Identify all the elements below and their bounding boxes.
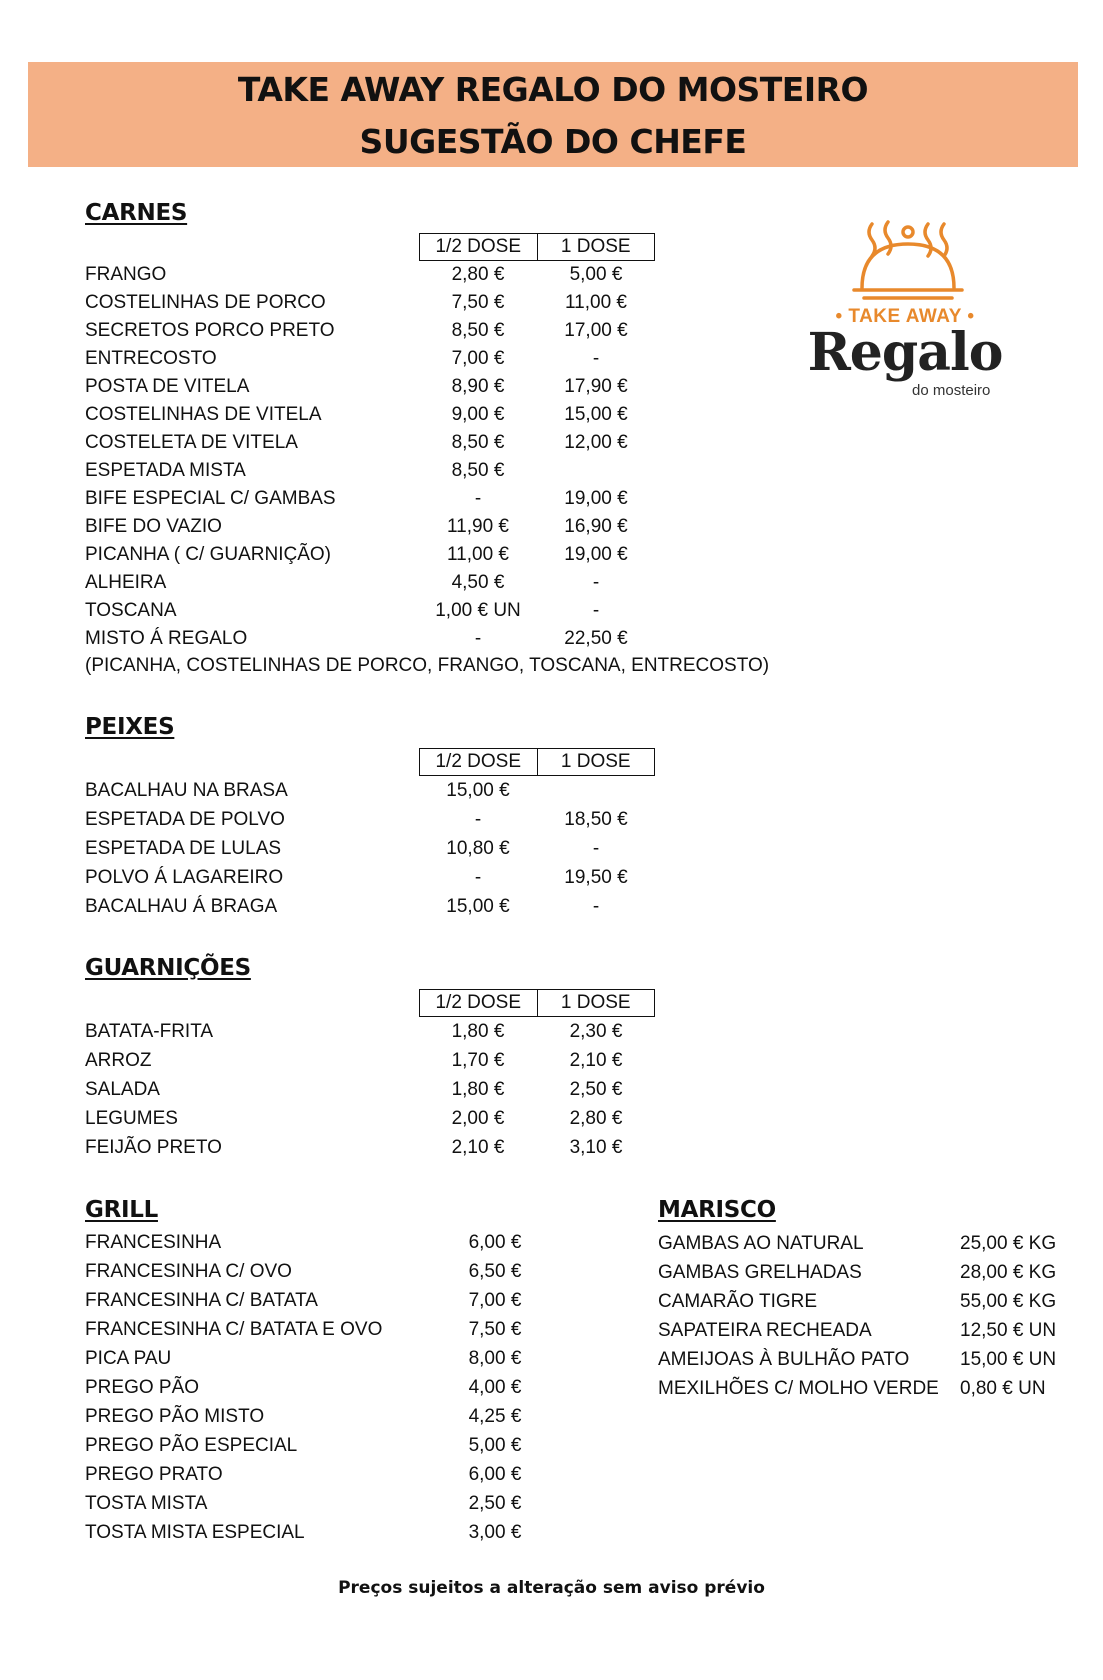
item-name: BACALHAU Á BRAGA <box>85 896 278 917</box>
full-dose-price: 2,50 € <box>569 1079 623 1100</box>
full-dose-price: - <box>592 838 600 859</box>
item-name: PICA PAU <box>85 1348 172 1369</box>
item-name: FEIJÃO PRETO <box>85 1137 222 1158</box>
half-dose-price: - <box>474 867 482 888</box>
full-dose-price: 3,10 € <box>569 1137 623 1158</box>
full-dose-price: 5,00 € <box>569 264 623 285</box>
full-dose-price: 15,00 € <box>564 404 628 425</box>
logo-tagline: • TAKE AWAY • <box>835 306 975 327</box>
full-dose-price: 19,00 € <box>564 544 628 565</box>
half-dose-price: - <box>474 809 482 830</box>
full-dose-price: 19,00 € <box>564 488 628 509</box>
full-dose-price: 2,10 € <box>569 1050 623 1071</box>
item-name: BIFE ESPECIAL C/ GAMBAS <box>85 488 336 509</box>
half-dose-price: 8,90 € <box>451 376 505 397</box>
item-name: ENTRECOSTO <box>85 348 217 369</box>
item-price: 15,00 € UN <box>960 1349 1057 1370</box>
half-dose-price: 15,00 € <box>446 896 510 917</box>
item-name: SALADA <box>85 1079 160 1100</box>
dose-header <box>419 748 655 776</box>
item-name: ALHEIRA <box>85 572 167 593</box>
item-price: 7,50 € <box>468 1319 522 1340</box>
item-name: PREGO PRATO <box>85 1464 223 1485</box>
item-name: ESPETADA DE POLVO <box>85 809 285 830</box>
half-dose-price: 2,80 € <box>451 264 505 285</box>
item-price: 6,00 € <box>468 1464 522 1485</box>
logo <box>800 218 1010 408</box>
half-dose-price: 9,00 € <box>451 404 505 425</box>
half-dose-price: 7,50 € <box>451 292 505 313</box>
half-dose-price: 2,00 € <box>451 1108 505 1129</box>
half-dose-price: 15,00 € <box>446 780 510 801</box>
item-name: CAMARÃO TIGRE <box>658 1291 818 1312</box>
full-dose-price: - <box>592 600 600 621</box>
half-dose-price: 2,10 € <box>451 1137 505 1158</box>
section-title-marisco: MARISCO <box>658 1197 776 1223</box>
item-price: 5,00 € <box>468 1435 522 1456</box>
full-dose-price: 19,50 € <box>564 867 628 888</box>
half-dose-price: 1,80 € <box>451 1021 505 1042</box>
section-title-carnes: CARNES <box>85 200 188 226</box>
item-name: BACALHAU NA BRASA <box>85 780 288 801</box>
item-name: GAMBAS GRELHADAS <box>658 1262 862 1283</box>
item-name: BIFE DO VAZIO <box>85 516 222 537</box>
item-price: 4,25 € <box>468 1406 522 1427</box>
half-dose-price: 7,00 € <box>451 348 505 369</box>
full-dose-price: 17,00 € <box>564 320 628 341</box>
item-name: ARROZ <box>85 1050 152 1071</box>
item-name: TOSCANA <box>85 600 177 621</box>
full-dose-price: - <box>592 572 600 593</box>
item-name: POLVO Á LAGAREIRO <box>85 867 284 888</box>
section-title-guarnicoes: GUARNIÇÕES <box>85 955 251 981</box>
half-dose-price: 4,50 € <box>451 572 505 593</box>
cloche-icon <box>800 218 1010 308</box>
half-dose-header: 1/2 DOSE <box>420 990 538 1016</box>
half-dose-price: 10,80 € <box>446 838 510 859</box>
half-dose-price: - <box>474 628 482 649</box>
full-dose-price: 18,50 € <box>564 809 628 830</box>
item-price: 6,50 € <box>468 1261 522 1282</box>
half-dose-price: - <box>474 488 482 509</box>
dose-header <box>419 233 655 261</box>
half-dose-price: 8,50 € <box>451 320 505 341</box>
item-name: BATATA-FRITA <box>85 1021 214 1042</box>
item-name: PICANHA ( C/ GUARNIÇÃO) <box>85 544 331 565</box>
full-dose-price: 16,90 € <box>564 516 628 537</box>
full-dose-header: 1 DOSE <box>560 992 631 1013</box>
item-price: 25,00 € KG <box>960 1233 1057 1254</box>
half-dose-header: 1/2 DOSE <box>420 749 538 775</box>
item-price: 2,50 € <box>468 1493 522 1514</box>
item-name: FRANCESINHA <box>85 1232 222 1253</box>
item-price: 55,00 € KG <box>960 1291 1057 1312</box>
full-dose-price: 12,00 € <box>564 432 628 453</box>
half-dose-price: 1,00 € UN <box>435 600 521 621</box>
item-name: GAMBAS AO NATURAL <box>658 1233 864 1254</box>
item-name: PREGO PÃO MISTO <box>85 1406 265 1427</box>
full-dose-price: 17,90 € <box>564 376 628 397</box>
full-dose-price: 2,30 € <box>569 1021 623 1042</box>
full-dose-price: - <box>592 896 600 917</box>
item-price: 8,00 € <box>468 1348 522 1369</box>
half-dose-price: 8,50 € <box>451 432 505 453</box>
item-name: FRANCESINHA C/ BATATA <box>85 1290 318 1311</box>
item-name: PREGO PÃO <box>85 1377 200 1398</box>
item-name: LEGUMES <box>85 1108 178 1129</box>
dose-header <box>419 989 655 1017</box>
section-title-peixes: PEIXES <box>85 714 175 740</box>
item-name: TOSTA MISTA ESPECIAL <box>85 1522 305 1543</box>
menu-subtitle: SUGESTÃO DO CHEFE <box>359 122 747 161</box>
half-dose-price: 1,70 € <box>451 1050 505 1071</box>
item-name: ESPETADA DE LULAS <box>85 838 282 859</box>
item-name: TOSTA MISTA <box>85 1493 208 1514</box>
full-dose-price: 11,00 € <box>565 292 627 313</box>
item-name: MISTO Á REGALO <box>85 628 248 649</box>
item-name: FRANCESINHA C/ OVO <box>85 1261 292 1282</box>
item-name: PREGO PÃO ESPECIAL <box>85 1435 298 1456</box>
price-disclaimer: Preços sujeitos a alteração sem aviso prévio <box>338 1578 765 1598</box>
logo-name: Regalo <box>807 322 1003 383</box>
half-dose-price: 11,90 € <box>447 516 509 537</box>
restaurant-title: TAKE AWAY REGALO DO MOSTEIRO <box>237 70 869 109</box>
logo-sub: do mosteiro <box>912 382 991 399</box>
misto-note: (PICANHA, COSTELINHAS DE PORCO, FRANGO, TOSCANA, ENTRECOSTO) <box>85 655 770 676</box>
item-name: AMEIJOAS À BULHÃO PATO <box>658 1349 910 1370</box>
item-name: FRANGO <box>85 264 167 285</box>
item-name: ESPETADA MISTA <box>85 460 246 481</box>
item-price: 4,00 € <box>468 1377 522 1398</box>
full-dose-price: 2,80 € <box>569 1108 623 1129</box>
item-price: 12,50 € UN <box>960 1320 1057 1341</box>
item-price: 7,00 € <box>468 1290 522 1311</box>
header-banner <box>28 62 1078 167</box>
item-name: FRANCESINHA C/ BATATA E OVO <box>85 1319 383 1340</box>
item-name: POSTA DE VITELA <box>85 376 250 397</box>
full-dose-header: 1 DOSE <box>560 751 631 772</box>
half-dose-price: 11,00 € <box>447 544 509 565</box>
item-name: SECRETOS PORCO PRETO <box>85 320 335 341</box>
item-price: 6,00 € <box>468 1232 522 1253</box>
full-dose-price: - <box>592 348 600 369</box>
half-dose-price: 8,50 € <box>451 460 505 481</box>
item-name: COSTELINHAS DE PORCO <box>85 292 326 313</box>
item-price: 0,80 € UN <box>960 1378 1046 1399</box>
section-title-grill: GRILL <box>85 1197 158 1223</box>
item-name: COSTELINHAS DE VITELA <box>85 404 322 425</box>
item-name: MEXILHÕES C/ MOLHO VERDE <box>658 1378 939 1399</box>
item-price: 28,00 € KG <box>960 1262 1057 1283</box>
item-name: COSTELETA DE VITELA <box>85 432 298 453</box>
half-dose-price: 1,80 € <box>451 1079 505 1100</box>
full-dose-price: 22,50 € <box>564 628 628 649</box>
item-price: 3,00 € <box>468 1522 522 1543</box>
item-name: SAPATEIRA RECHEADA <box>658 1320 872 1341</box>
full-dose-header: 1 DOSE <box>560 236 631 257</box>
half-dose-header: 1/2 DOSE <box>420 234 538 260</box>
